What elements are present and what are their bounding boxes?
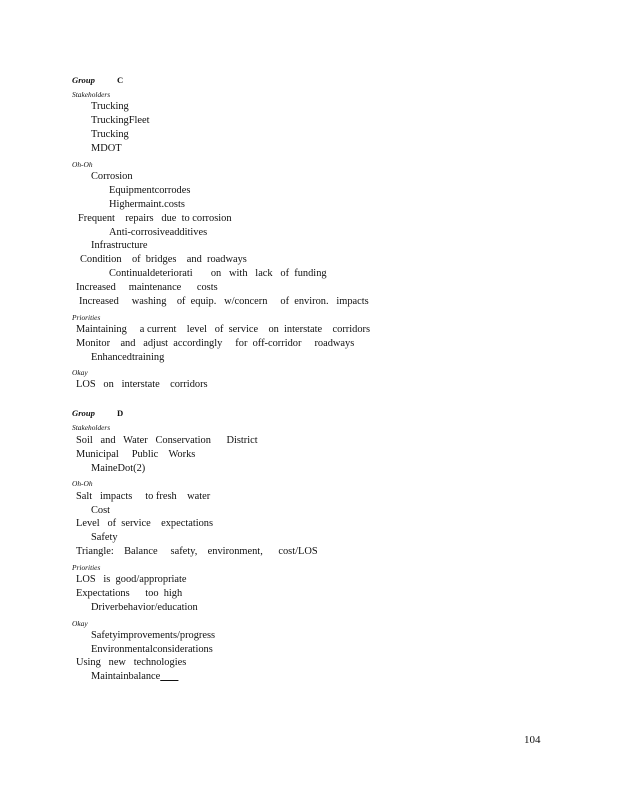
group-c-ohoh-item: Increased maintenance costs	[76, 282, 218, 293]
group-d-heading-word: Group	[72, 408, 95, 418]
group-c-priority-item: Monitor and adjust accordingly for off-corridor roadways	[76, 338, 355, 349]
group-c-stakeholder-item: Trucking	[91, 129, 129, 140]
group-d-ohoh-item: Salt impacts to fresh water	[76, 491, 211, 502]
group-d-stakeholder-item: Municipal Public Works	[76, 449, 196, 460]
group-d-priorities-label: Priorities	[72, 563, 101, 572]
group-d-stakeholder-item: MaineDot(2)	[91, 463, 146, 474]
group-c-ohoh-item: Frequent repairs due to corrosion	[78, 213, 232, 224]
group-d-stakeholder-item: Soil and Water Conservation District	[76, 435, 258, 446]
group-d-priority-item: Expectations too high	[76, 588, 183, 599]
group-c-ohoh-subitem: Equipmentcorrodes	[109, 185, 191, 196]
group-d-ohoh-item: Level of service expectations	[76, 518, 214, 529]
group-d-heading	[72, 407, 123, 420]
group-d-okay-label: Okay	[72, 619, 88, 628]
group-c-ohoh-subitem: Anti-corrosiveadditives	[109, 227, 208, 238]
group-d-okay-item	[91, 670, 178, 683]
group-c-heading	[72, 74, 123, 87]
group-d-okay-underlined-text: Maintainbalance	[91, 671, 161, 682]
group-c-okay-label: Okay	[72, 368, 88, 377]
group-d-ohoh-item: Safety	[91, 532, 118, 543]
group-d-okay-item: Environmentalconsiderations	[91, 644, 213, 655]
group-d-ohoh-label: Oh-Oh	[72, 479, 93, 488]
group-d-priority-item: LOS is good/appropriate	[76, 574, 187, 585]
group-d-ohoh-item: Triangle: Balance safety, environment, cost/LOS	[76, 546, 318, 557]
group-d-heading-letter: D	[116, 408, 124, 418]
group-c-stakeholder-item: TruckingFleet	[91, 115, 150, 126]
underline-blank	[160, 671, 178, 682]
group-c-priorities-label: Priorities	[72, 313, 101, 322]
group-d-okay-item: Safetyimprovements/progress	[91, 630, 216, 641]
group-c-ohoh-item: Corrosion	[91, 171, 133, 182]
group-d-stakeholders-label: Stakeholders	[72, 423, 111, 432]
group-c-stakeholder-item: Trucking	[91, 101, 129, 112]
group-d-okay-item: Using new technologies	[76, 657, 187, 668]
group-c-ohoh-item: Condition of bridges and roadways	[80, 254, 247, 265]
group-c-ohoh-label: Oh-Oh	[72, 160, 93, 169]
group-c-ohoh-subitem: Continualdeteriorati on with lack of funding	[109, 268, 327, 279]
page-number: 104	[524, 734, 541, 746]
group-c-ohoh-item: Increased washing of equip. w/concern of environ. impacts	[79, 296, 369, 307]
group-c-ohoh-subitem: Highermaint.costs	[109, 199, 185, 210]
group-c-stakeholder-item: MDOT	[91, 143, 122, 154]
group-c-priority-item: Enhancedtraining	[91, 352, 165, 363]
group-c-okay-item: LOS on interstate corridors	[76, 379, 208, 390]
group-d-priority-item: Driverbehavior/education	[91, 602, 198, 613]
group-c-ohoh-item: Infrastructure	[91, 240, 148, 251]
group-c-heading-word: Group	[72, 75, 95, 85]
group-c-heading-letter: C	[116, 75, 124, 85]
group-d-ohoh-item: Cost	[91, 505, 111, 516]
group-c-stakeholders-label: Stakeholders	[72, 90, 111, 99]
group-c-priority-item: Maintaining a current level of service on interstate corridors	[76, 324, 371, 335]
